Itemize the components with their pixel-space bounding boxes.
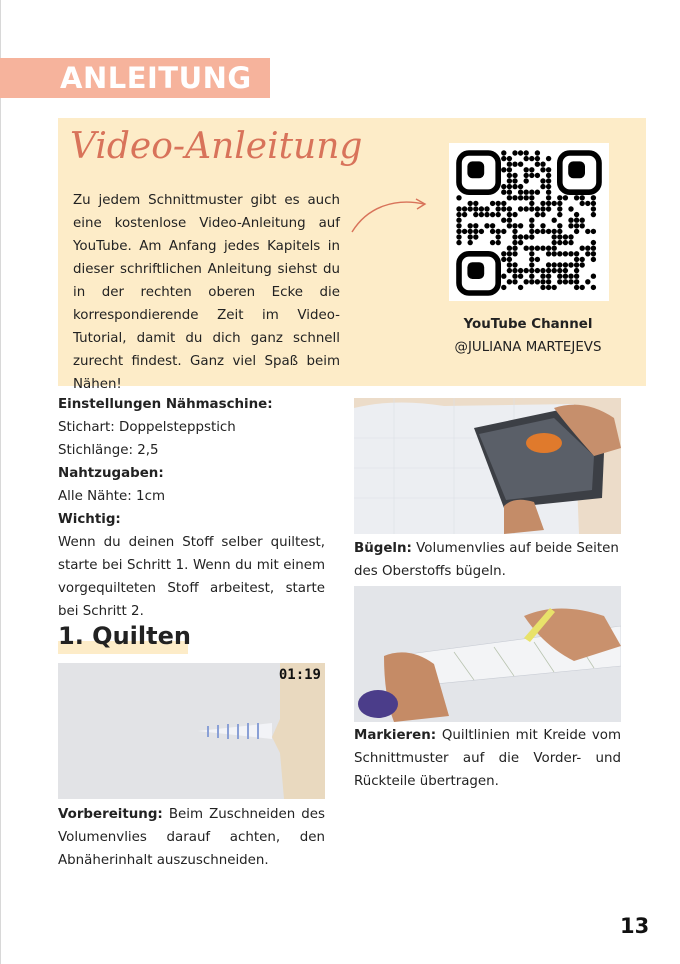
qr-dot xyxy=(501,218,506,223)
qr-code-icon xyxy=(449,143,609,301)
qr-dot xyxy=(557,262,562,267)
qr-dot xyxy=(529,268,534,273)
qr-dot xyxy=(456,218,461,223)
qr-dot xyxy=(563,268,568,273)
prep-paragraph xyxy=(58,803,325,872)
qr-dot xyxy=(540,285,545,290)
qr-dot xyxy=(574,223,579,228)
qr-dot xyxy=(512,240,517,245)
qr-dot xyxy=(496,240,501,245)
ironing-text: Volumenvlies auf beide Seiten des Oberstoffs bügeln. xyxy=(354,541,619,579)
qr-dot xyxy=(580,223,585,228)
qr-dot xyxy=(529,218,534,223)
qr-dot xyxy=(557,274,562,279)
qr-dot xyxy=(518,150,523,155)
qr-dot xyxy=(524,234,529,239)
qr-dot xyxy=(580,285,585,290)
page-title: ANLEITUNG xyxy=(60,61,252,95)
qr-dot xyxy=(529,167,534,172)
qr-dot xyxy=(524,173,529,178)
qr-dot xyxy=(473,223,478,228)
qr-dot xyxy=(512,150,517,155)
qr-dot xyxy=(552,262,557,267)
qr-dot xyxy=(540,268,545,273)
qr-dot xyxy=(529,223,534,228)
qr-dot xyxy=(512,246,517,251)
qr-dot xyxy=(585,251,590,256)
qr-dot xyxy=(529,279,534,284)
qr-dot xyxy=(574,212,579,217)
qr-dot xyxy=(524,167,529,172)
qr-dot xyxy=(568,218,573,223)
qr-dot xyxy=(468,201,473,206)
qr-dot xyxy=(535,279,540,284)
qr-dot xyxy=(507,218,512,223)
qr-dot xyxy=(591,246,596,251)
qr-dot xyxy=(512,262,517,267)
qr-dot xyxy=(552,218,557,223)
qr-dot xyxy=(507,190,512,195)
qr-dot xyxy=(479,206,484,211)
settings-length: Stichlänge: 2,5 xyxy=(58,443,159,458)
qr-dot xyxy=(512,184,517,189)
qr-finder-center xyxy=(467,262,484,279)
ironing-label: Bügeln: xyxy=(354,541,412,556)
qr-dot xyxy=(518,184,523,189)
arrow-icon xyxy=(348,192,428,236)
seam-heading: Nahtzugaben: xyxy=(58,466,164,481)
qr-dot xyxy=(524,268,529,273)
section-title: 1. Quilten xyxy=(58,622,191,650)
qr-dot xyxy=(535,257,540,262)
qr-dot xyxy=(568,251,573,256)
ironing-image xyxy=(354,398,621,534)
qr-dot xyxy=(585,229,590,234)
qr-dot xyxy=(518,234,523,239)
video-box-title: Video-Anleitung xyxy=(70,126,363,167)
qr-dot xyxy=(591,206,596,211)
qr-dot xyxy=(557,201,562,206)
important-text: Wenn du deinen Stoff selber quiltest, starte bei Schritt 1. Wenn du mit einem vorgequilteten Stoff arbeitest, starte bei Schritt 2. xyxy=(58,535,325,619)
qr-dot xyxy=(574,285,579,290)
qr-dot xyxy=(552,229,557,234)
qr-dot xyxy=(568,240,573,245)
qr-dot xyxy=(546,229,551,234)
qr-dot xyxy=(524,206,529,211)
qr-dot xyxy=(529,206,534,211)
qr-dot xyxy=(518,223,523,228)
qr-dot xyxy=(484,212,489,217)
qr-dot xyxy=(535,156,540,161)
qr-dot xyxy=(585,279,590,284)
qr-dot xyxy=(540,167,545,172)
qr-dot xyxy=(574,229,579,234)
qr-dot xyxy=(507,167,512,172)
qr-dot xyxy=(540,206,545,211)
qr-dot xyxy=(501,229,506,234)
qr-dot xyxy=(540,184,545,189)
qr-dot xyxy=(501,285,506,290)
qr-dot xyxy=(518,206,523,211)
qr-dot xyxy=(512,195,517,200)
qr-dot xyxy=(580,262,585,267)
qr-dot xyxy=(501,184,506,189)
marking-paragraph xyxy=(354,724,621,793)
qr-code[interactable] xyxy=(449,143,609,301)
qr-dot xyxy=(473,229,478,234)
qr-dot xyxy=(574,262,579,267)
qr-dot xyxy=(524,246,529,251)
qr-dot xyxy=(473,201,478,206)
qr-dot xyxy=(546,268,551,273)
qr-dot xyxy=(512,251,517,256)
qr-dot xyxy=(563,262,568,267)
qr-dot xyxy=(456,206,461,211)
seam-value: Alle Nähte: 1cm xyxy=(58,489,165,504)
qr-dot xyxy=(546,178,551,183)
qr-dot xyxy=(529,234,534,239)
qr-dot xyxy=(529,190,534,195)
qr-dot xyxy=(563,240,568,245)
qr-dot xyxy=(535,150,540,155)
qr-dot xyxy=(501,251,506,256)
qr-dot xyxy=(535,229,540,234)
important-heading: Wichtig: xyxy=(58,512,121,527)
page-edge xyxy=(0,0,1,964)
qr-dot xyxy=(501,206,506,211)
qr-dot xyxy=(507,268,512,273)
qr-dot xyxy=(462,206,467,211)
qr-dot xyxy=(546,206,551,211)
qr-dot xyxy=(529,262,534,267)
qr-dot xyxy=(518,240,523,245)
qr-dot xyxy=(585,246,590,251)
marking-text: Quiltlinien mit Kreide vom Schnittmuster auf die Vorder- und Rückteile übertragen. xyxy=(354,728,621,789)
page-number: 13 xyxy=(620,914,650,938)
qr-dot xyxy=(535,173,540,178)
qr-dot xyxy=(479,212,484,217)
video-box-text: Zu jedem Schnittmuster gibt es auch eine kostenlose Video-Anleitung auf YouTube. Am Anfang jedes Kapitels in dieser schriftlichen Anleitung siehst du in der rechten oberen Ecke die korrespondierende Zeit im Video-Tutorial, damit du dich ganz schnell zurecht findest. Ganz viel Spaß beim Nähen! xyxy=(73,193,340,392)
qr-dot xyxy=(568,279,573,284)
qr-dot xyxy=(580,195,585,200)
qr-dot xyxy=(568,234,573,239)
qr-dot xyxy=(490,201,495,206)
qr-dot xyxy=(490,240,495,245)
qr-dot xyxy=(552,240,557,245)
qr-dot xyxy=(580,257,585,262)
qr-dot xyxy=(563,251,568,256)
qr-dot xyxy=(546,173,551,178)
qr-dot xyxy=(462,229,467,234)
qr-dot xyxy=(496,206,501,211)
qr-dot xyxy=(462,212,467,217)
qr-dot xyxy=(540,279,545,284)
qr-dot xyxy=(468,229,473,234)
qr-dot xyxy=(512,274,517,279)
qr-dot xyxy=(512,279,517,284)
qr-dot xyxy=(574,274,579,279)
qr-dot xyxy=(490,223,495,228)
qr-dot xyxy=(518,190,523,195)
qr-dot xyxy=(580,218,585,223)
qr-dot xyxy=(535,190,540,195)
qr-dot xyxy=(507,206,512,211)
qr-dot xyxy=(591,285,596,290)
qr-dot xyxy=(591,229,596,234)
qr-dot xyxy=(552,268,557,273)
qr-dot xyxy=(574,257,579,262)
qr-dot xyxy=(456,223,461,228)
video-timestamp: 01:19 xyxy=(278,667,321,683)
qr-dot xyxy=(529,201,534,206)
qr-dot xyxy=(518,195,523,200)
qr-dot xyxy=(529,173,534,178)
qr-dot xyxy=(540,212,545,217)
qr-dot xyxy=(512,178,517,183)
qr-dot xyxy=(468,234,473,239)
qr-dot xyxy=(512,268,517,273)
qr-dot xyxy=(529,274,534,279)
qr-dot xyxy=(546,167,551,172)
qr-dot xyxy=(507,156,512,161)
qr-dot xyxy=(546,195,551,200)
prep-text: Beim Zuschneiden des Volumenvlies darauf achten, den Abnäherinhalt auszuschneiden. xyxy=(58,807,325,868)
qr-dot xyxy=(479,229,484,234)
fabric-detail-image xyxy=(58,663,325,799)
qr-dot xyxy=(501,274,506,279)
qr-dot xyxy=(496,212,501,217)
qr-dot xyxy=(591,195,596,200)
qr-dot xyxy=(546,201,551,206)
qr-dot xyxy=(507,212,512,217)
qr-dot xyxy=(540,274,545,279)
settings-heading: Einstellungen Nähmaschine: xyxy=(58,397,273,412)
qr-dot xyxy=(529,156,534,161)
qr-dot xyxy=(524,150,529,155)
qr-dot xyxy=(574,268,579,273)
qr-dot xyxy=(512,229,517,234)
qr-dot xyxy=(501,150,506,155)
qr-dot xyxy=(518,274,523,279)
qr-dot xyxy=(507,279,512,284)
marking-label: Markieren: xyxy=(354,728,437,743)
ironing-paragraph xyxy=(354,537,621,583)
qr-dot xyxy=(568,274,573,279)
qr-dot xyxy=(540,178,545,183)
qr-dot xyxy=(512,162,517,167)
qr-dot xyxy=(563,234,568,239)
qr-finder-center xyxy=(568,161,585,178)
qr-dot xyxy=(501,156,506,161)
qr-dot xyxy=(574,279,579,284)
qr-dot xyxy=(557,206,562,211)
qr-dot xyxy=(529,251,534,256)
qr-dot xyxy=(512,234,517,239)
qr-dot xyxy=(507,173,512,178)
qr-dot xyxy=(484,206,489,211)
qr-dot xyxy=(557,251,562,256)
youtube-channel-handle[interactable]: @JULIANA MARTEJEVS xyxy=(454,340,602,355)
qr-dot xyxy=(552,201,557,206)
qr-dot xyxy=(524,178,529,183)
qr-dot xyxy=(456,195,461,200)
qr-dot xyxy=(529,257,534,262)
qr-dot xyxy=(540,229,545,234)
qr-dot xyxy=(557,223,562,228)
qr-dot xyxy=(535,246,540,251)
settings-stitch: Stichart: Doppelsteppstich xyxy=(58,420,236,435)
qr-dot xyxy=(540,162,545,167)
qr-dot xyxy=(507,178,512,183)
qr-dot xyxy=(580,201,585,206)
qr-dot xyxy=(512,223,517,228)
qr-dot xyxy=(568,262,573,267)
qr-dot xyxy=(456,234,461,239)
qr-finder-center xyxy=(467,161,484,178)
quilting-photo[interactable] xyxy=(58,663,325,799)
qr-dot xyxy=(507,195,512,200)
qr-dot xyxy=(501,257,506,262)
qr-dot xyxy=(473,234,478,239)
qr-dot xyxy=(546,156,551,161)
qr-dot xyxy=(552,251,557,256)
qr-dot xyxy=(574,218,579,223)
qr-dot xyxy=(568,223,573,228)
qr-dot xyxy=(552,285,557,290)
qr-dot xyxy=(507,246,512,251)
qr-dot xyxy=(574,195,579,200)
qr-dot xyxy=(557,234,562,239)
qr-dot xyxy=(546,279,551,284)
qr-dot xyxy=(524,195,529,200)
qr-dot xyxy=(563,279,568,284)
qr-dot xyxy=(507,262,512,267)
qr-dot xyxy=(591,274,596,279)
youtube-channel-label: YouTube Channel xyxy=(463,317,593,332)
qr-dot xyxy=(591,201,596,206)
qr-dot xyxy=(535,206,540,211)
qr-dot xyxy=(546,190,551,195)
qr-dot xyxy=(490,212,495,217)
qr-dot xyxy=(529,246,534,251)
qr-dot xyxy=(501,190,506,195)
qr-dot xyxy=(557,240,562,245)
qr-dot xyxy=(557,212,562,217)
qr-dot xyxy=(552,234,557,239)
marking-image xyxy=(354,586,621,722)
qr-dot xyxy=(557,268,562,273)
qr-dot xyxy=(456,229,461,234)
qr-dot xyxy=(524,279,529,284)
qr-dot xyxy=(540,201,545,206)
qr-dot xyxy=(546,274,551,279)
qr-dot xyxy=(524,190,529,195)
qr-dot xyxy=(490,229,495,234)
qr-dot xyxy=(535,212,540,217)
qr-dot xyxy=(507,251,512,256)
qr-dot xyxy=(496,234,501,239)
qr-dot xyxy=(546,262,551,267)
qr-dot xyxy=(574,251,579,256)
qr-dot xyxy=(507,257,512,262)
qr-dot xyxy=(518,285,523,290)
qr-dot xyxy=(591,251,596,256)
qr-dot xyxy=(535,162,540,167)
ironing-photo xyxy=(354,398,621,534)
qr-dot xyxy=(568,206,573,211)
qr-dot xyxy=(468,223,473,228)
qr-dot xyxy=(546,285,551,290)
qr-dot xyxy=(535,268,540,273)
qr-dot xyxy=(563,195,568,200)
qr-dot xyxy=(473,206,478,211)
qr-dot xyxy=(507,184,512,189)
qr-dot xyxy=(484,223,489,228)
qr-dot xyxy=(473,212,478,217)
qr-dot xyxy=(546,246,551,251)
qr-dot xyxy=(468,240,473,245)
qr-dot xyxy=(546,251,551,256)
qr-dot xyxy=(512,212,517,217)
qr-dot xyxy=(529,229,534,234)
qr-dot xyxy=(591,212,596,217)
qr-dot xyxy=(507,223,512,228)
qr-dot xyxy=(529,195,534,200)
qr-dot xyxy=(552,246,557,251)
qr-dot xyxy=(456,212,461,217)
qr-dot xyxy=(501,167,506,172)
qr-dot xyxy=(557,195,562,200)
qr-dot xyxy=(580,246,585,251)
qr-dot xyxy=(496,229,501,234)
qr-dot xyxy=(524,156,529,161)
qr-dot xyxy=(546,184,551,189)
qr-dot xyxy=(591,257,596,262)
prep-label: Vorbereitung: xyxy=(58,807,163,822)
qr-dot xyxy=(518,162,523,167)
qr-dot xyxy=(512,173,517,178)
qr-dot xyxy=(507,162,512,167)
qr-dot xyxy=(557,229,562,234)
qr-dot xyxy=(518,268,523,273)
qr-dot xyxy=(563,274,568,279)
qr-dot xyxy=(456,240,461,245)
qr-dot xyxy=(501,201,506,206)
qr-dot xyxy=(585,201,590,206)
qr-dot xyxy=(468,206,473,211)
qr-dot xyxy=(557,279,562,284)
qr-dot xyxy=(496,201,501,206)
qr-dot xyxy=(540,246,545,251)
qr-dot xyxy=(540,223,545,228)
qr-dot xyxy=(591,240,596,245)
marking-photo xyxy=(354,586,621,722)
